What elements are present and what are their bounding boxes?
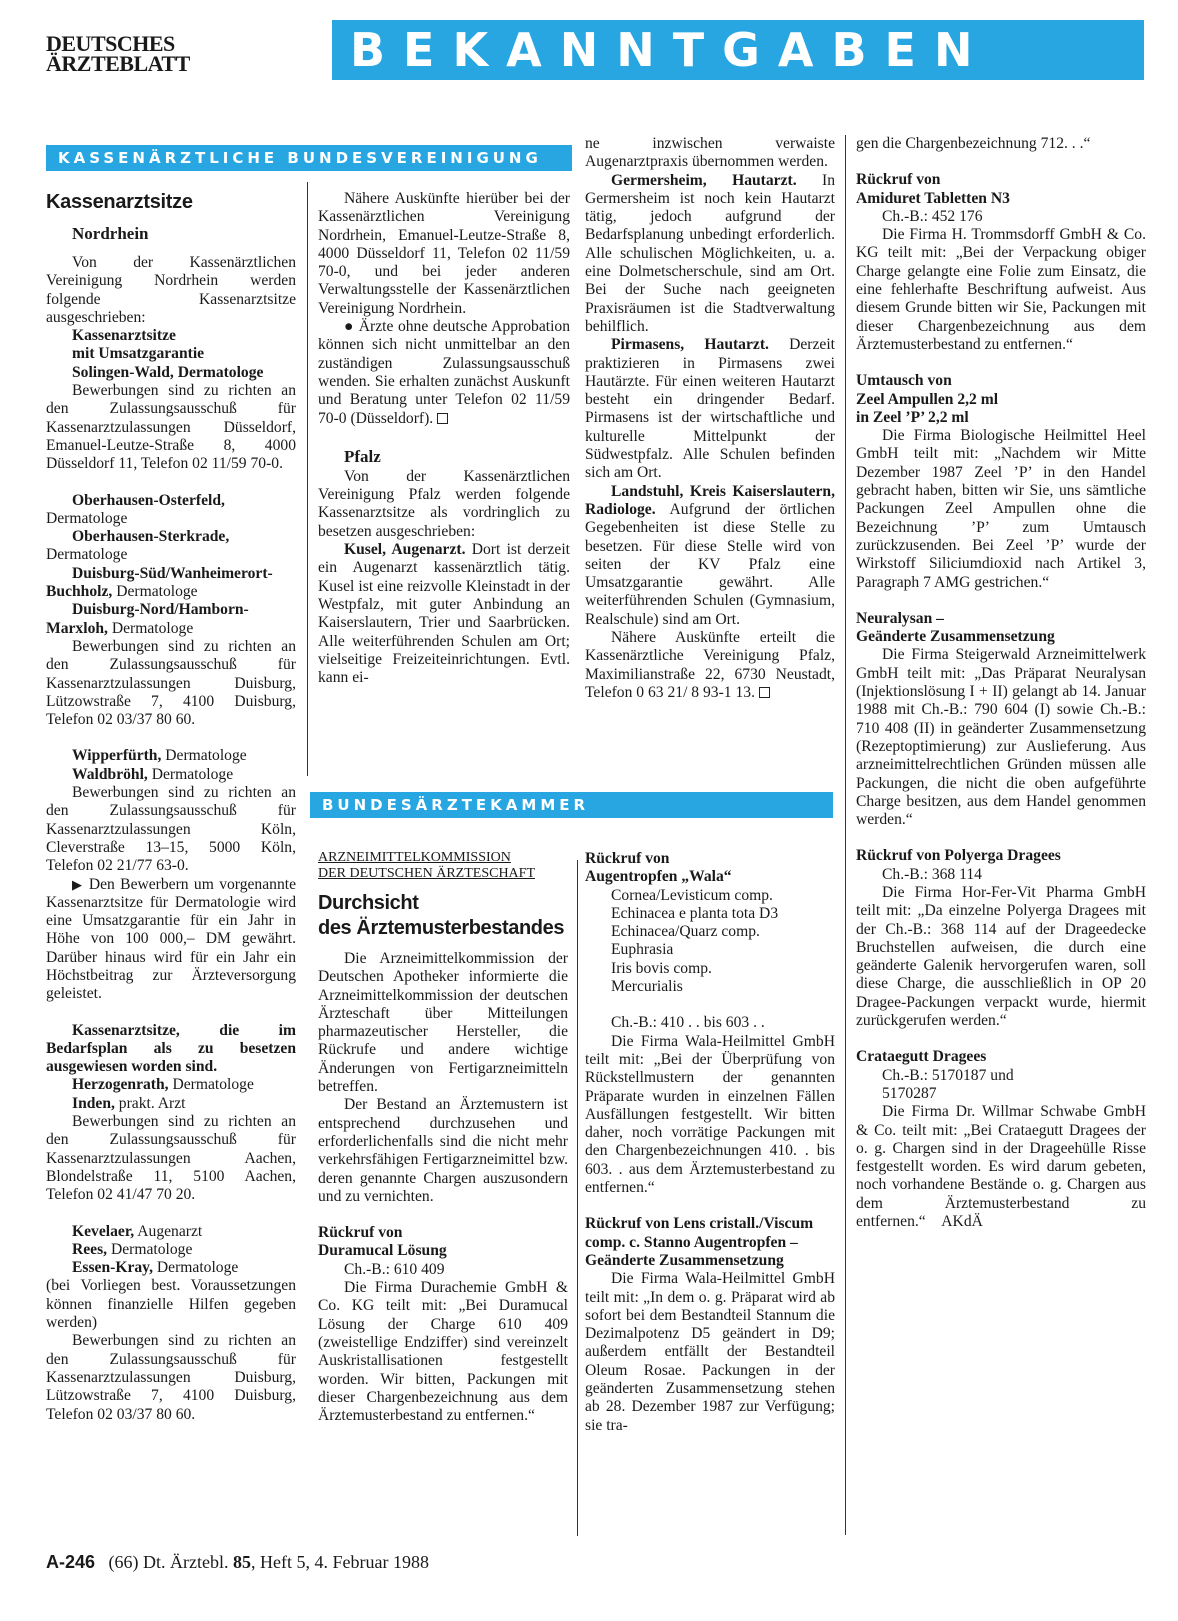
- section-bar-baek: BUNDESÄRZTEKAMMER: [310, 792, 833, 818]
- location-text: Dort ist derzeit ein Augenarzt kassenärztlich tätig. Kusel ist eine reizvolle Kleinstadt in der Westpfalz, mit guter Anbindung an Kaiserslautern, Trier und Saarbrücken. Alle weiterführenden Schulen am Ort; vielseitige Freizeiteinrichtungen. Evtl. kann ei-: [318, 541, 570, 687]
- product-item: Echinacea e planta tota D3: [611, 904, 779, 922]
- end-square-icon: [759, 687, 770, 698]
- block-heading: mit Umsatzgarantie: [72, 345, 205, 363]
- column-1: [46, 190, 296, 1424]
- recall-text: Die Firma Durachemie GmbH & Co. KG teilt mit: „Bei Duramucal Lösung der Charge 610 409 (zweistellige Endziffer) sind vereinzelt Auskristallisationen festgestellt worden. Wir bitten, Packungen mit dieser Chargenbezeichnung aus dem Ärztemusterbestand zu entfernen.“: [318, 1279, 568, 1425]
- block-heading: Kassenarztsitze, die im Bedarfsplan als zu besetzen ausgewiesen worden sind.: [46, 1021, 296, 1076]
- location-name: Duisburg-Nord/Hamborn-Marxloh,: [46, 601, 249, 637]
- location-text: In Germersheim ist noch kein Hautarzt tätig, jedoch aufgrund der Bedarfsplanung unbedingt erforderlich. Alle schulischen Möglichkeiten, u. a. eine Dolmetscherschule, sind am Ort. Bei der Suche nach geeigneten Praxisräumen ist die Stadtverwaltung behilflich.: [585, 171, 835, 335]
- application-text: Bewerbungen sind zu richten an den Zulassungsausschuß für Kassenarztzulassungen Köln, Cleverstraße 13–15, 5000 Köln, Telefon 02 21/77 63-0.: [46, 784, 296, 875]
- baek-column-left: [318, 850, 568, 1425]
- section-banner: BEKANNTGABEN: [332, 20, 1144, 80]
- recall-heading: Geänderte Zusammensetzung: [856, 628, 1055, 646]
- column-3: [585, 135, 835, 702]
- continued-text: ne inzwischen verwaiste Augenarztpraxis übernommen werden.: [585, 135, 835, 171]
- masthead-line-1: DEUTSCHES: [46, 31, 175, 56]
- info-paragraph: Nähere Auskünfte hierüber bei der Kassenärztlichen Vereinigung Nordrhein, Emanuel-Leutze-Straße 8, 4000 Düsseldorf 11, Telefon 02 11/59 70-0, und bei jeder anderen Verwaltungsstelle der Kassenärztlichen Vereinigung Nordrhein.: [318, 190, 570, 317]
- column-divider: [577, 860, 578, 1536]
- volume-number: 85: [233, 1552, 251, 1572]
- recall-heading: Umtausch von: [856, 372, 952, 390]
- specialty: Dermatologe: [112, 583, 198, 601]
- recall-heading: Duramucal Lösung: [318, 1242, 447, 1260]
- application-text: Bewerbungen sind zu richten an den Zulassungsausschuß für Kassenarztzulassungen Duisburg, Lützowstraße 7, 4100 Duisburg, Telefon 02 03/37 80 60.: [46, 1332, 296, 1423]
- batch-number: Ch.-B.: 452 176: [882, 207, 983, 225]
- location-name: Kevelaer,: [72, 1222, 135, 1240]
- recall-heading: Rückruf von: [856, 171, 941, 189]
- batch-number: Ch.-B.: 368 114: [882, 865, 982, 883]
- location-name: Duisburg-Süd/Wanheimerort-Buchholz,: [46, 564, 273, 601]
- recall-text: Die Firma Steigerwald Arzneimittelwerk GmbH teilt mit: „Das Präparat Neuralysan (Injektionslösung I + II) gelangt ab 14. Januar 1988 mit Ch.-B.: 790 604 (I) sowie Ch.-B.: 710 408 (II) in geänderter Zusammensetzung (Rezeptoptimierung) zur Auslieferung. Aus arzneimittelrechtlichen Gründen müssen alle Packungen, die nicht die oben aufgeführte Charge besitzen, aus dem Handel genommen werden.“: [856, 646, 1146, 829]
- baek-column-right: [585, 850, 835, 1435]
- specialty: Dermatologe: [46, 509, 128, 527]
- recall-heading: Neuralysan –: [856, 609, 944, 627]
- recall-heading: Amiduret Tabletten N3: [856, 189, 1010, 207]
- recall-heading: in Zeel ’P’ 2,2 ml: [856, 408, 969, 426]
- condition-note: (bei Vorliegen best. Voraussetzungen können finanzielle Hilfen gegeben werden): [46, 1277, 296, 1332]
- location-name: Waldbröhl,: [72, 765, 148, 783]
- citation-suffix: , Heft 5, 4. Februar 1988: [251, 1552, 429, 1572]
- location-name: Oberhausen-Sterkrade,: [72, 528, 230, 546]
- intro-text: Die Arzneimittelkommission der Deutschen Apotheker informierte die Arzneimittelkommission der deutschen Ärzteschaft über Mitteilungen pharmazeutischer Hersteller, die Rückrufe und andere wichtige Änderungen von Fertigarzneimitteln betreffen.: [318, 950, 568, 1096]
- column-4: [856, 135, 1146, 1231]
- location-name: Oberhausen-Osterfeld,: [72, 491, 225, 509]
- specialty: prakt. Arzt: [114, 1094, 186, 1112]
- column-divider: [307, 182, 308, 776]
- location-name: Landstuhl, Kreis Kaiserslautern, Radiologe.: [585, 482, 835, 518]
- specialty: Dermatologe: [153, 1259, 239, 1277]
- batch-number: Ch.-B.: 5170187 und: [882, 1066, 1014, 1084]
- page-footer: [46, 1552, 429, 1573]
- block-heading: Solingen-Wald, Dermatologe: [72, 363, 264, 381]
- recall-heading: Rückruf von: [585, 850, 670, 867]
- specialty: Dermatologe: [161, 747, 247, 765]
- application-text: Bewerbungen sind zu richten an den Zulassungsausschuß für Kassenarztzulassungen Düsseldorf, Emanuel-Leutze-Straße 8, 4000 Düsseldorf 11, Telefon 02 11/59 70-0.: [46, 382, 296, 473]
- contact-paragraph: Nähere Auskünfte erteilt die Kassenärztliche Vereinigung Pfalz, Maximilianstraße 22, 6730 Neustadt, Telefon 0 63 21/ 8 93-1 13.: [585, 629, 835, 701]
- application-text: Bewerbungen sind zu richten an den Zulassungsausschuß für Kassenarztzulassungen Duisburg, Lützowstraße 7, 4100 Duisburg, Telefon 02 03/37 80 60.: [46, 637, 296, 729]
- location-text: Aufgrund der örtlichen Gegebenheiten ist diese Stelle zu besetzen. Für diese Stelle wird von seiten der KV Pfalz eine Umsatzgarantie gewährt. Alle weiterführenden Schulen (Gymnasium, Realschule) sind am Ort.: [585, 500, 835, 628]
- product-item: Echinacea/Quarz comp.: [611, 923, 760, 941]
- guarantee-note: Den Bewerbern um vorgenannte Kassenarztsitze für Dermatologie wird eine Umsatzgarantie für ein Jahr in Höhe von 100 000,– DM gewährt. Darüber hinaus wird für ein Jahr ein Höchstbeitrag zur Ärzteversorgung geleistet.: [46, 875, 297, 1003]
- continued-text: gen die Chargenbezeichnung 712. . .“: [856, 135, 1091, 152]
- recall-text: Die Firma Hor-Fer-Vit Pharma GmbH teilt mit: „Da einzelne Polyerga Dragees mit der Ch.-B.: 368 114 auf der Drageedecke Bruchstellen aufweisen, die durch eine geänderte Galenik hervorgerufen waren, soll diese Charge, die ausschließlich in OP 20 Dragee-Packungen verpackt wurde, hiermit zurückgerufen werden.“: [856, 883, 1146, 1030]
- product-item: Iris bovis comp.: [611, 959, 712, 977]
- location-name: Rees,: [72, 1240, 108, 1258]
- location-name: Essen-Kray,: [72, 1259, 154, 1277]
- recall-text: Die Firma Wala-Heilmittel GmbH teilt mit: „Bei der Überprüfung von Rückstellmustern der genannten Präparate wurden in einzelnen Fällen Ausfällungen festgestellt. Wir bitten daher, noch vorrätige Packungen mit den Chargenbezeichnungen 410. . bis 603. . aus dem Ärztemusterbestand zu entfernen.“: [585, 1032, 835, 1197]
- specialty: Dermatologe: [46, 546, 128, 564]
- product-item: Mercurialis: [611, 978, 683, 996]
- region-heading: Nordrhein: [72, 224, 149, 243]
- article-title: des Ärztemusterbestandes: [318, 917, 565, 939]
- location-name: Wipperfürth,: [72, 747, 162, 765]
- commission-heading: DER DEUTSCHEN ÄRZTESCHAFT: [318, 866, 536, 881]
- specialty: Dermatologe: [168, 1076, 254, 1094]
- application-text: Bewerbungen sind zu richten an den Zulassungsausschuß für Kassenarztzulassungen Aachen, Blondelstraße 11, 5100 Aachen, Telefon 02 41/47 70 20.: [46, 1113, 296, 1204]
- location-name: Germersheim, Hautarzt.: [611, 171, 797, 189]
- end-square-icon: [437, 413, 448, 424]
- region-heading: Pfalz: [344, 446, 381, 466]
- triangle-bullet-icon: ▶: [72, 876, 84, 892]
- specialty: Dermatologe: [147, 765, 234, 783]
- product-item: Cornea/Levisticum comp.: [611, 886, 773, 904]
- column-2: [318, 190, 570, 687]
- location-name: Herzogenrath,: [72, 1076, 169, 1094]
- recall-heading: Zeel Ampullen 2,2 ml: [856, 390, 999, 408]
- recall-heading: Rückruf von: [318, 1224, 403, 1242]
- recall-text: Die Firma H. Trommsdorff GmbH & Co. KG teilt mit: „Bei der Verpackung obiger Charge gelangte eine Folie zum Einsatz, die eine fehlerhafte Beschriftung aufweist. Aus diesem Grunde bitten wir Sie, Packungen mit dieser Chargenbezeichnung aus dem Ärztemusterbestand zu entfernen.“: [856, 226, 1146, 353]
- recall-text: Die Firma Wala-Heilmittel GmbH teilt mit: „In dem o. g. Präparat wird ab sofort bei dem Bestandteil Stannum die Dezimalpotenz D5 geändert in D9; außerdem entfällt der Bestandteil Oleum Rosae. Packungen in der geänderten Zusammensetzung stehen ab 28. Dezember 1987 zur Verfügung; sie tra-: [585, 1270, 835, 1434]
- commission-heading: ARZNEIMITTELKOMMISSION: [318, 850, 511, 865]
- location-name: Inden,: [72, 1094, 115, 1112]
- specialty: Dermatologe: [107, 1240, 193, 1258]
- recall-heading: Rückruf von Polyerga Dragees: [856, 847, 1061, 865]
- page-number: A-246: [46, 1552, 96, 1572]
- batch-number: 5170287: [882, 1084, 937, 1102]
- masthead-logo: [46, 31, 226, 76]
- intro-text: Von der Kassenärztlichen Vereinigung Pfalz werden folgende Kassenarztsitze als vordringlich zu besetzen ausgeschrieben:: [318, 467, 570, 540]
- location-text: Derzeit praktizieren in Pirmasens zwei Hautärzte. Für einen weiteren Hautarzt besteht ein dringender Bedarf. Pirmasens ist der wirtschaftliche und kulturelle Mittelpunkt der Südwestpfalz. Alle Schulen befinden sich am Ort.: [585, 336, 835, 482]
- specialty: Dermatologe: [107, 619, 194, 637]
- batch-number: Ch.-B.: 610 409: [344, 1260, 445, 1278]
- intro-text: Von der Kassenärztlichen Vereinigung Nordrhein werden folgende Kassenarztsitze ausgeschrieben:: [46, 254, 296, 326]
- citation-prefix: (66) Dt. Ärztebl.: [108, 1552, 233, 1572]
- article-title: Durchsicht: [318, 892, 419, 914]
- product-item: Euphrasia: [611, 941, 674, 959]
- batch-number: Ch.-B.: 410 . . bis 603 . .: [611, 1014, 765, 1032]
- approbation-note: Ärzte ohne deutsche Approbation können sich nicht unmittelbar an den zuständigen Zulassungsausschuß wenden. Sie erhalten zunächst Auskunft und Beratung unter Telefon 02 11/59 70-0 (Düsseldorf).: [318, 318, 570, 427]
- location-name: Kusel, Augenarzt.: [344, 541, 466, 559]
- recall-text: Die Firma Dr. Willmar Schwabe GmbH & Co. teilt mit: „Bei Crataegutt Dragees der o. g. Chargen sind in der Drageehülle Risse festgestellt worden. Es wird darum gebeten, noch vorhandene Bestände o. g. Chargen aus dem Ärztemusterbestand zu entfernen.“: [856, 1103, 1146, 1231]
- section-bar-kbv: KASSENÄRZTLICHE BUNDESVEREINIGUNG: [46, 145, 572, 171]
- recall-heading: Crataegutt Dragees: [856, 1048, 987, 1066]
- block-heading: Kassenarztsitze: [72, 327, 176, 345]
- recall-heading: Rückruf von Lens cristall./Viscum comp. c. Stanno Augentropfen – Geänderte Zusammensetzung: [585, 1215, 814, 1269]
- column-divider: [845, 135, 846, 1535]
- masthead-line-2: ÄRZTEBLATT: [46, 51, 190, 76]
- instruction-text: Der Bestand an Ärztemustern ist entsprechend durchzusehen und erforderlichenfalls sind die nicht mehr verkehrsfähigen Fertigarzneimittel bzw. deren genannte Chargen auszusondern und zu vernichten.: [318, 1096, 568, 1205]
- bullet-dot-icon: ●: [344, 318, 355, 336]
- article-title: Kassenarztsitze: [46, 191, 193, 213]
- signature: AKdÄ: [941, 1213, 983, 1231]
- recall-text: Die Firma Biologische Heilmittel Heel GmbH teilt mit: „Nachdem wir Mitte Dezember 1987 Zeel ’P’ in den Handel gebracht haben, bitten wir Sie, uns sämtliche Packungen Zeel Ampullen ohne die Bezeichnung ’P’ zum Umtausch zurückzusenden. Bei Zeel ’P’ wurde der Wirkstoff Siliciumdioxid nach Artikel 3, Paragraph 7 AMG gestrichen.“: [856, 427, 1146, 591]
- recall-heading: Augentropfen „Wala“: [585, 868, 732, 886]
- specialty: Augenarzt: [134, 1222, 203, 1240]
- location-name: Pirmasens, Hautarzt.: [611, 336, 769, 354]
